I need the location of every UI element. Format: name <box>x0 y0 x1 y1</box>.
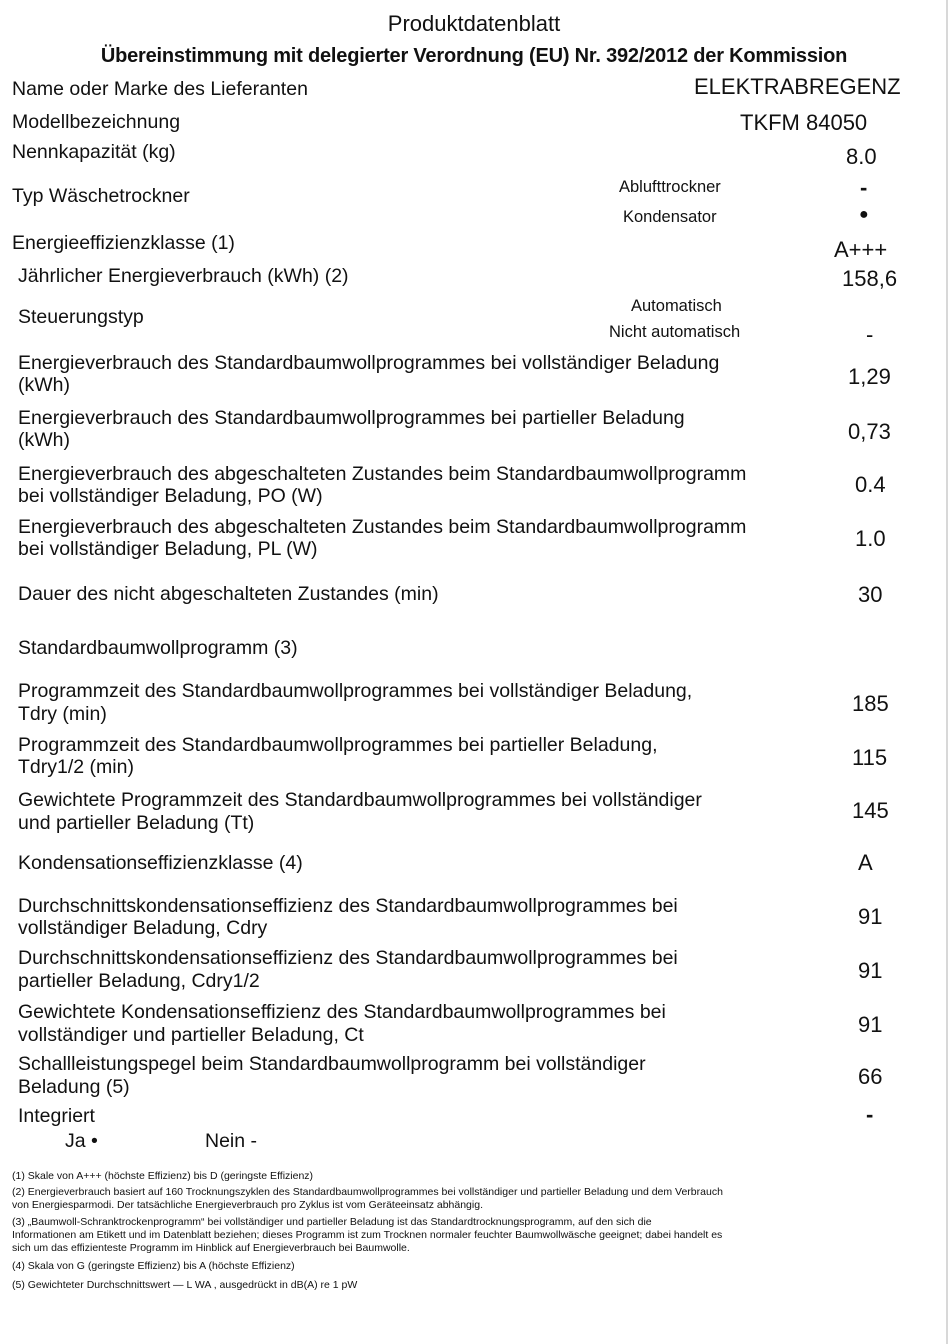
program-time-partial-value: 115 <box>852 745 888 770</box>
dryer-type-vented-value: - <box>860 175 868 200</box>
control-type-option-automatic: Automatisch <box>631 297 722 315</box>
integrated-no: Nein - <box>205 1130 258 1152</box>
standard-program-label: Standardbaumwollprogramm (3) <box>18 637 298 659</box>
energy-efficiency-class-value: A+++ <box>834 237 888 262</box>
supplier-value: ELEKTRABREGENZ <box>694 74 901 99</box>
off-mode-full-label-line2: bei vollständiger Beladung, PO (W) <box>18 485 323 507</box>
energy-full-load-label-line1: Energieverbrauch des Standardbaumwollprogrammes bei vollständiger Beladung <box>18 352 720 374</box>
left-on-duration-value: 30 <box>858 582 883 607</box>
footnote-5: (5) Gewichteter Durchschnittswert — L WA , ausgedrückt in dB(A) re 1 pW <box>12 1279 358 1291</box>
dryer-type-option-vented: Ablufttrockner <box>619 178 721 196</box>
left-on-duration-label: Dauer des nicht abgeschalteten Zustandes (min) <box>18 583 439 605</box>
annual-energy-value: 158,6 <box>842 266 898 291</box>
capacity-label: Nennkapazität (kg) <box>12 141 176 163</box>
program-time-full-value: 185 <box>852 691 889 716</box>
page-title: Produktdatenblatt <box>387 11 561 36</box>
condensation-partial-label-line1: Durchschnittskondensationseffizienz des Standardbaumwollprogrammes bei <box>18 947 678 969</box>
footnote-3-line2: Informationen am Etikett und im Datenblatt beziehen; dieses Programm ist zum Trocknen normaler feuchter Baumwollwäsche geeignet; dabei handelt es <box>12 1229 723 1241</box>
integrated-value: - <box>866 1102 874 1127</box>
condensation-partial-label-line2: partieller Beladung, Cdry1/2 <box>18 970 260 992</box>
model-label: Modellbezeichnung <box>12 111 181 133</box>
energy-partial-load-label-line1: Energieverbrauch des Standardbaumwollprogrammes bei partieller Beladung <box>18 407 685 429</box>
energy-full-load-value: 1,29 <box>848 364 891 389</box>
condensation-full-label-line2: vollständiger Beladung, Cdry <box>18 917 268 939</box>
integrated-yes: Ja • <box>65 1130 98 1152</box>
program-time-weighted-label-line1: Gewichtete Programmzeit des Standardbaumwollprogrammes bei vollständiger <box>18 789 702 811</box>
capacity-value: 8.0 <box>846 144 877 169</box>
control-type-label: Steuerungstyp <box>18 306 144 328</box>
condensation-class-label: Kondensationseffizienzklasse (4) <box>18 852 303 874</box>
program-time-full-label-line1: Programmzeit des Standardbaumwollprogrammes bei vollständiger Beladung, <box>18 680 693 702</box>
footnote-3-line1: (3) „Baumwoll-Schranktrockenprogramm“ bei vollständiger und partieller Beladung ist das Standardtrocknungsprogramm, auf den sich die <box>12 1216 652 1228</box>
off-mode-partial-label-line2: bei vollständiger Beladung, PL (W) <box>18 538 318 560</box>
footnote-3-line3: sich um das effizienteste Programm im Hinblick auf Energieverbrauch bei Baumwolle. <box>12 1242 410 1254</box>
integrated-label: Integriert <box>18 1105 95 1127</box>
condensation-weighted-label-line2: vollständiger und partieller Beladung, Ct <box>18 1024 364 1046</box>
dryer-type-label: Typ Wäschetrockner <box>12 185 190 207</box>
condensation-weighted-label-line1: Gewichtete Kondensationseffizienz des Standardbaumwollprogrammes bei <box>18 1001 666 1023</box>
off-mode-partial-value: 1.0 <box>855 526 886 551</box>
off-mode-partial-label-line1: Energieverbrauch des abgeschalteten Zustandes beim Standardbaumwollprogramm <box>18 516 747 538</box>
noise-label-line1: Schallleistungspegel beim Standardbaumwollprogramm bei vollständiger <box>18 1053 646 1075</box>
energy-efficiency-class-label: Energieeffizienzklasse (1) <box>12 232 235 254</box>
footnote-2-line1: (2) Energieverbrauch basiert auf 160 Trocknungszyklen des Standardbaumwollprogrammes bei vollständiger und partieller Beladung und dem Verbrauch <box>12 1186 723 1198</box>
page-subtitle: Übereinstimmung mit delegierter Verordnung (EU) Nr. 392/2012 der Kommission <box>100 45 848 67</box>
energy-partial-load-value: 0,73 <box>848 419 891 444</box>
control-type-manual-value: - <box>866 322 874 347</box>
supplier-label: Name oder Marke des Lieferanten <box>12 78 308 100</box>
program-time-weighted-label-line2: und partieller Beladung (Tt) <box>18 812 255 834</box>
footnote-4: (4) Skala von G (geringste Effizienz) bis A (höchste Effizienz) <box>12 1260 295 1272</box>
condensation-class-value: A <box>858 850 873 875</box>
off-mode-full-value: 0.4 <box>855 472 886 497</box>
control-type-option-manual: Nicht automatisch <box>609 323 741 341</box>
footnote-2-line2: von Energiesparmodi. Der tatsächliche Energieverbrauch pro Zyklus ist vom Geräteeinsatz abhängig. <box>12 1199 483 1211</box>
condensation-full-value: 91 <box>858 904 883 929</box>
program-time-partial-label-line1: Programmzeit des Standardbaumwollprogrammes bei partieller Beladung, <box>18 734 658 756</box>
condensation-full-label-line1: Durchschnittskondensationseffizienz des Standardbaumwollprogrammes bei <box>18 895 678 917</box>
program-time-weighted-value: 145 <box>852 798 889 823</box>
footnote-1: (1) Skale von A+++ (höchste Effizienz) bis D (geringste Effizienz) <box>12 1170 314 1182</box>
energy-full-load-label-line2: (kWh) <box>18 374 70 396</box>
condensation-partial-value: 91 <box>858 958 883 983</box>
program-time-partial-label-line2: Tdry1/2 (min) <box>18 756 134 778</box>
dryer-type-condenser-value: ● <box>859 206 869 223</box>
program-time-full-label-line2: Tdry (min) <box>18 703 107 725</box>
model-value: TKFM 84050 <box>740 110 868 135</box>
noise-label-line2: Beladung (5) <box>18 1076 130 1098</box>
energy-partial-load-label-line2: (kWh) <box>18 429 70 451</box>
off-mode-full-label-line1: Energieverbrauch des abgeschalteten Zustandes beim Standardbaumwollprogramm <box>18 463 747 485</box>
dryer-type-option-condenser: Kondensator <box>623 208 717 226</box>
annual-energy-label: Jährlicher Energieverbrauch (kWh) (2) <box>18 265 349 287</box>
noise-value: 66 <box>858 1064 883 1089</box>
condensation-weighted-value: 91 <box>858 1012 883 1037</box>
